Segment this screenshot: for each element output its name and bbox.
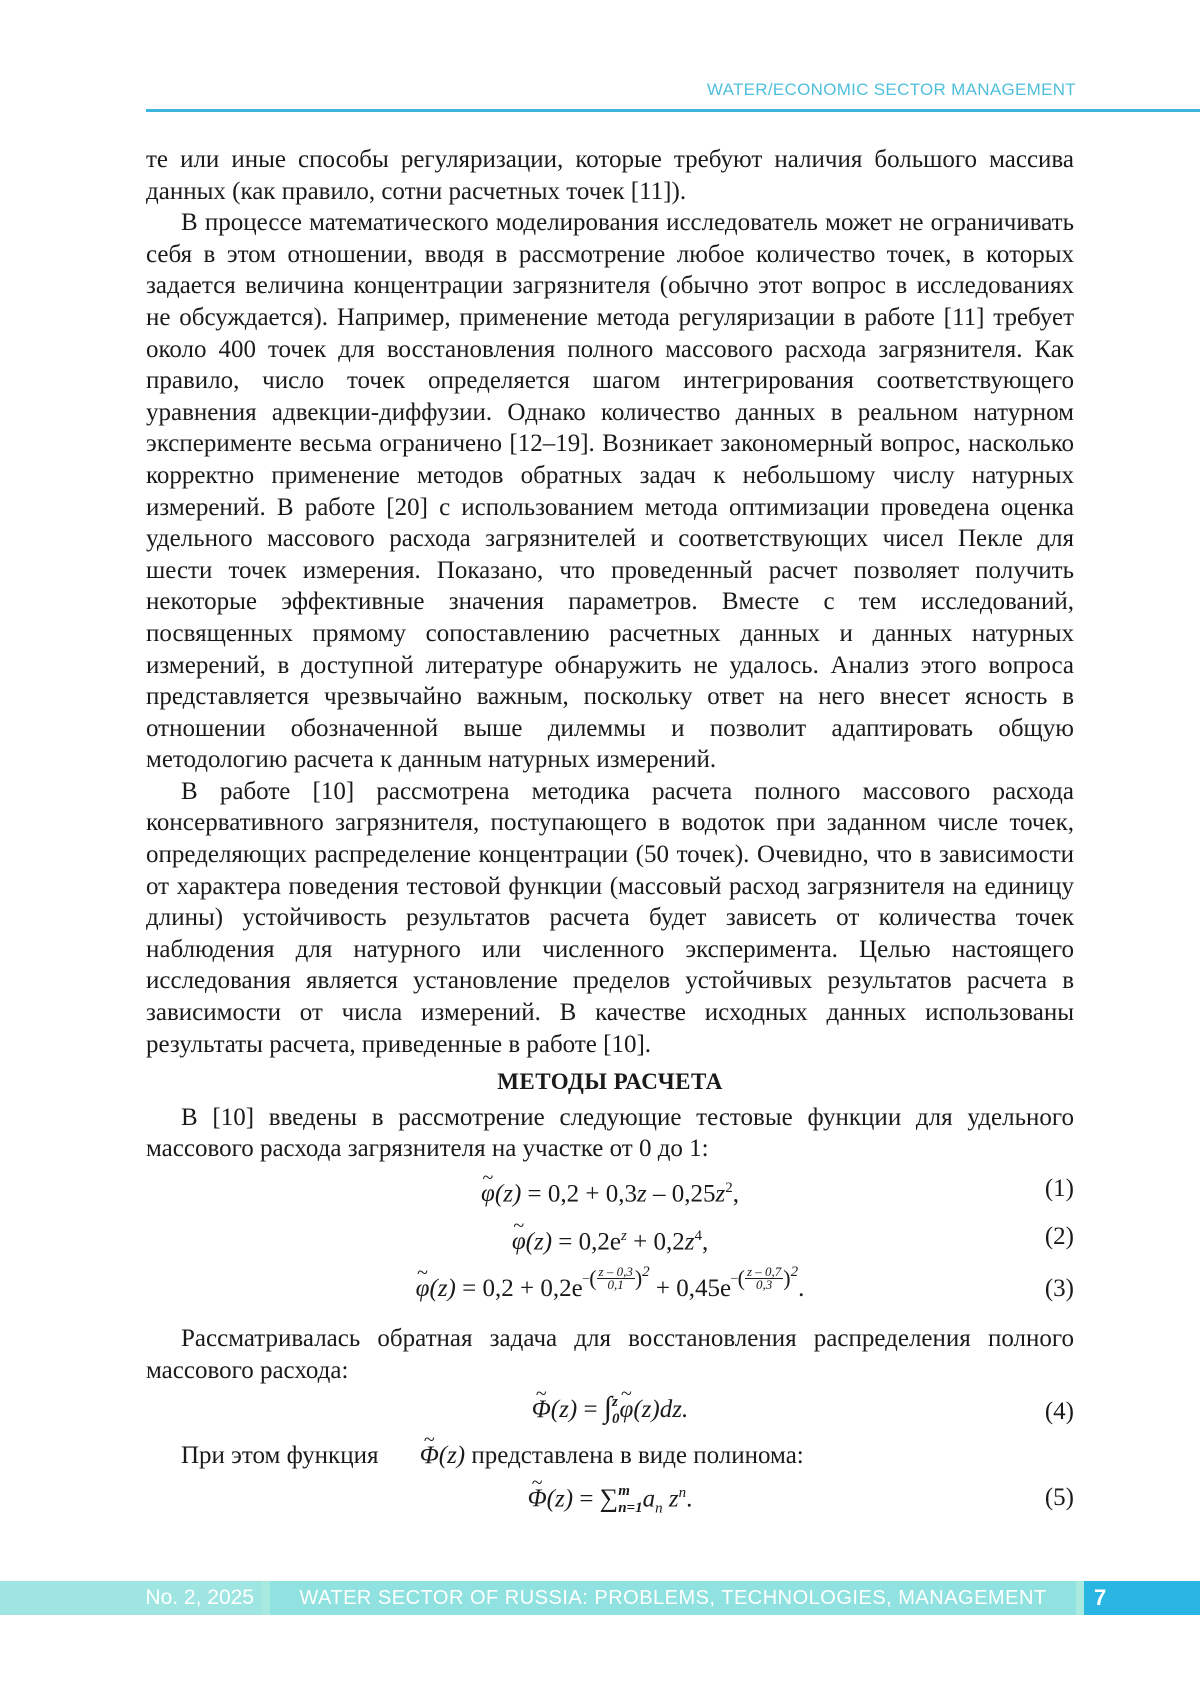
header-divider: [146, 109, 1200, 112]
running-header: WATER/ECONOMIC SECTOR MANAGEMENT: [706, 80, 1076, 99]
phi-symbol: ~ φ: [416, 1273, 430, 1305]
equation-3: ~ φ(z) = 0,2 + 0,2e–( $\frac{z - 0,3}{0,1}$ )$^2$ + 0,45e–( $\frac{z - 0,7}{0,3}$ )$^2$. (3): [146, 1261, 1074, 1313]
phi-symbol: ~ φ: [620, 1394, 634, 1426]
equation-2: ~ $\varphi(z) = 0,2e^z + 0,2z^4$, (2): [146, 1213, 1074, 1261]
paragraph-polynomial: При этом функция ~ Φ(z) представлена в виде полинома:: [146, 1440, 1074, 1472]
article-body: [146, 144, 1074, 1526]
big-phi-symbol: ~ Φ: [528, 1483, 547, 1515]
equation-number: (5): [1044, 1483, 1074, 1511]
equation-number: (4): [1044, 1398, 1074, 1426]
phi-symbol: ~ φ: [512, 1226, 526, 1258]
big-phi-symbol: ~ Φ: [532, 1394, 551, 1426]
paragraph-modeling: В процессе математического моделирования исследователь может не ограничивать себя в этом отношении, вводя в рассмотрение любое количество точек, в которых задается величина концентрации загрязнителя (обычно этот вопрос в исследованиях не обсуждается). Например, применение метода регуляризации в работе [11] требует около 400 точек для восстановления полного массового расхода загрязнителя. Как правило, число точек определяется шагом интегрирования соответствующего уравнения адвекции-диффузии. Однако количество данных в реальном натурном эксперименте весьма ограничено [12–19]. Возникает закономерный вопрос, насколько корректно применение методов обратных задач к небольшому числу натурных измерений. В работе [20] с использованием метода оптимизации проведена оценка удельного массового расхода загрязнителей и соответствующих чисел Пекле для шести точек измерения. Показано, что проведенный расчет позволяет получить некоторые эффективные значения параметров. Вместе с тем исследований, посвященных прямому сопоставлению расчетных данных и данных натурных измерений, в доступной литературе обнаружить не удалось. Анализ этого вопроса представляется чрезвычайно важным, поскольку ответ на него внесет ясность в отношении обозначенной выше дилеммы и позволит адаптировать общую методологию расчета к данным натурных измерений.: [146, 209, 1074, 774]
big-phi-symbol: ~ Φ: [385, 1440, 439, 1472]
equation-number: (1): [1044, 1175, 1074, 1202]
page-number: 7: [1084, 1581, 1200, 1615]
equation-4: ~ Φ(z) = ∫ z 0 ~ φ(z)dz. (4): [146, 1386, 1074, 1440]
footer-issue: No. 2, 2025: [0, 1581, 262, 1615]
paragraph-continuation: те или иные способы регуляризации, которые требуют наличия большого массива данных (как правило, сотни расчетных точек [11]).: [146, 146, 1074, 205]
integral-sign: ∫: [603, 1391, 613, 1425]
exponent-2: –( $\frac{z - 0,7}{0,3}$ )$^2$: [731, 1263, 799, 1292]
phi-symbol: ~ φ: [481, 1178, 495, 1210]
equation-number: (2): [1044, 1223, 1074, 1250]
paragraph-inverse-problem: Рассматривалась обратная задача для восстановления распределения полного массового расхода:: [146, 1325, 1074, 1384]
exponent-1: –( $\frac{z - 0,3}{0,1}$ )$^2$: [582, 1263, 650, 1292]
footer-journal-title: WATER SECTOR OF RUSSIA: PROBLEMS, TECHNOLOGIES, MANAGEMENT: [270, 1581, 1076, 1615]
equation-1: ~ $\varphi(z) = 0,2 + 0,3z - 0,25z^2$, (1): [146, 1165, 1074, 1213]
equation-number: (3): [1044, 1275, 1074, 1302]
paragraph-method: В работе [10] рассмотрена методика расчета полного массового расхода консервативного загрязнителя, поступающего в водоток при заданном числе точек, определяющих распределение концентрации (50 точек). Очевидно, что в зависимости от характера поведения тестовой функции (массовый расход загрязнителя на единицу длины) устойчивость результатов расчета будет зависеть от количества точек наблюдения для натурного или численного эксперимента. Целью настоящего исследования является установление пределов устойчивых результатов расчета в зависимости от числа измерений. В качестве исходных данных использованы результаты расчета, приведенные в работе [10].: [146, 777, 1074, 1058]
sum-sign: ∑: [599, 1483, 619, 1513]
section-heading: МЕТОДЫ РАСЧЕТА: [497, 1069, 723, 1095]
paragraph-methods-intro: В [10] введены в рассмотрение следующие тестовые функции для удельного массового расхода загрязнителя на участке от 0 до 1:: [146, 1103, 1074, 1163]
equation-5: ~ Φ(z) = ∑ m n=1 $a_n$ $z^n$. (5): [146, 1472, 1074, 1526]
